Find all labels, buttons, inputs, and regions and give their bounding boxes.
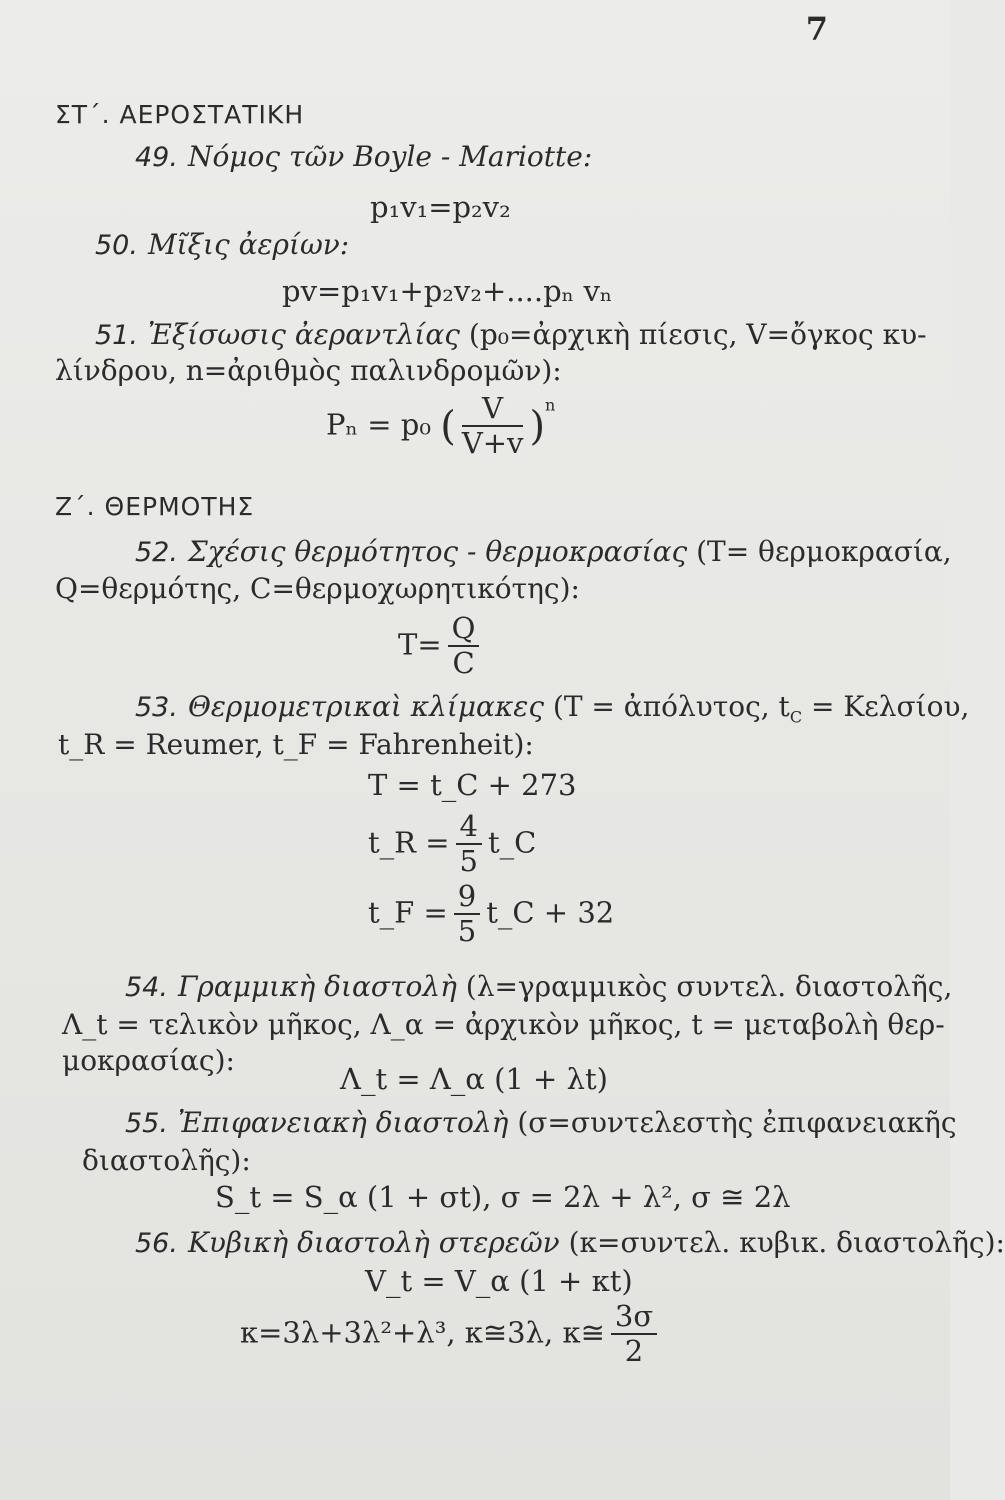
fraction-numerator: 4 xyxy=(456,810,482,845)
item-51-text-2: λίνδρου, n=ἀριθμὸς παλινδρομῶν): xyxy=(55,354,562,387)
item-text-end: = Κελσίου, xyxy=(810,690,970,723)
item-title: Κυβικὴ διαστολὴ στερεῶν xyxy=(187,1226,560,1259)
item-text: (p₀=ἀρχικὴ πίεσις, V=ὄγκος κυ- xyxy=(468,318,927,351)
item-number: 50. xyxy=(95,230,138,261)
item-number: 49. xyxy=(135,142,178,173)
formula-56-1: V_t = V_α (1 + κt) xyxy=(365,1264,633,1298)
item-54-text-3: μοκρασίας): xyxy=(62,1044,235,1077)
fraction-denominator: 5 xyxy=(459,844,478,879)
fraction-denominator: C xyxy=(452,646,475,681)
item-number: 53. xyxy=(135,692,178,723)
item-text: (σ=συντελεστὴς ἐπιφανειακῆς xyxy=(517,1106,957,1139)
formula-left: t_F = xyxy=(368,895,448,930)
item-55-text-2: διαστολῆς): xyxy=(82,1144,251,1177)
subscript: C xyxy=(789,707,803,727)
fraction-numerator: 9 xyxy=(454,880,480,915)
item-text: (κ=συντελ. κυβικ. διαστολῆς): xyxy=(568,1226,1005,1259)
fraction xyxy=(611,1300,657,1369)
formula-52 xyxy=(398,612,485,681)
exponent: n xyxy=(545,395,556,415)
item-number: 56. xyxy=(135,1228,178,1259)
formula-54: Λ_t = Λ_α (1 + λt) xyxy=(340,1062,608,1096)
item-title: Μῖξις ἀερίων: xyxy=(147,228,350,261)
item-55-heading xyxy=(125,1106,957,1139)
item-56-heading xyxy=(135,1226,1005,1259)
item-52-heading xyxy=(135,535,952,568)
formula-50: pv=p₁v₁+p₂v₂+....pₙ vₙ xyxy=(282,274,613,308)
item-49-heading xyxy=(135,140,592,173)
item-51-heading xyxy=(95,318,927,351)
item-title: Σχέσις θερμότητος - θερμοκρασίας xyxy=(187,535,688,568)
fraction-denominator: V+v xyxy=(461,426,524,461)
item-title: Νόμος τῶν Boyle - Mariotte: xyxy=(187,140,593,173)
formula-53-2 xyxy=(368,810,536,879)
fraction-numerator: V xyxy=(462,392,524,427)
formula-left: κ=3λ+3λ²+λ³, κ≅3λ, κ≅ xyxy=(240,1315,605,1350)
item-54-heading xyxy=(125,970,952,1003)
item-text: (T= θερμοκρασία, xyxy=(696,535,952,568)
page-number: 7 xyxy=(805,10,828,48)
section-title-heat: Ζ΄. ΘΕΡΜΟΤΗΣ xyxy=(55,492,255,521)
item-52-text-2: Q=θερμότης, C=θερμοχωρητικότης): xyxy=(55,572,580,605)
item-53-text-2: t_R = Reumer, t_F = Fahrenheit): xyxy=(58,728,534,761)
formula-left: T= xyxy=(398,627,442,662)
fraction xyxy=(454,880,480,949)
item-title: Θερμομετρικαὶ κλίμακες xyxy=(187,690,545,723)
item-number: 52. xyxy=(135,537,178,568)
fraction-numerator: Q xyxy=(448,612,480,647)
formula-49: p₁v₁=p₂v₂ xyxy=(370,190,511,224)
formula-right: t_C xyxy=(487,825,537,860)
item-title: Ἐξίσωσις ἀεραντλίας xyxy=(147,318,460,351)
fraction-numerator: 3σ xyxy=(611,1300,657,1335)
fraction-denominator: 2 xyxy=(624,1334,644,1369)
fraction xyxy=(456,810,482,879)
item-number: 51. xyxy=(95,320,138,351)
fraction-denominator: 5 xyxy=(457,914,477,949)
formula-53-1: T = t_C + 273 xyxy=(368,768,577,802)
item-54-text-2: Λ_t = τελικὸν μῆκος, Λ_α = ἀρχικὸν μῆκος, t = μεταβολὴ θερ- xyxy=(62,1008,945,1041)
item-number: 54. xyxy=(125,972,168,1003)
item-number: 55. xyxy=(125,1108,168,1139)
formula-56-2 xyxy=(240,1300,663,1369)
item-text: (T = ἀπόλυτος, t xyxy=(552,690,790,723)
item-text: (λ=γραμμικὸς συντελ. διαστολῆς, xyxy=(465,970,953,1003)
formula-53-3 xyxy=(368,880,614,949)
item-title: Γραμμικὴ διαστολὴ xyxy=(177,970,457,1003)
formula-55: S_t = S_α (1 + σt), σ = 2λ + λ², σ ≅ 2λ xyxy=(215,1180,791,1214)
section-title-aerostatics: ΣΤ΄. ΑΕΡΟΣΤΑΤΙΚΗ xyxy=(55,100,305,129)
formula-51: Pₙ = p₀ ( $\frac{V}{V+v}$ )$^n$ xyxy=(326,391,556,461)
item-53-heading xyxy=(135,690,969,727)
fraction xyxy=(462,392,524,461)
item-title: Ἐπιφανειακὴ διαστολὴ xyxy=(177,1106,509,1139)
formula-left: t_R = xyxy=(368,825,450,860)
formula-right: t_C + 32 xyxy=(486,895,615,930)
formula-left: Pₙ = p₀ xyxy=(326,407,431,442)
item-50-heading xyxy=(95,228,349,261)
fraction xyxy=(448,612,480,681)
